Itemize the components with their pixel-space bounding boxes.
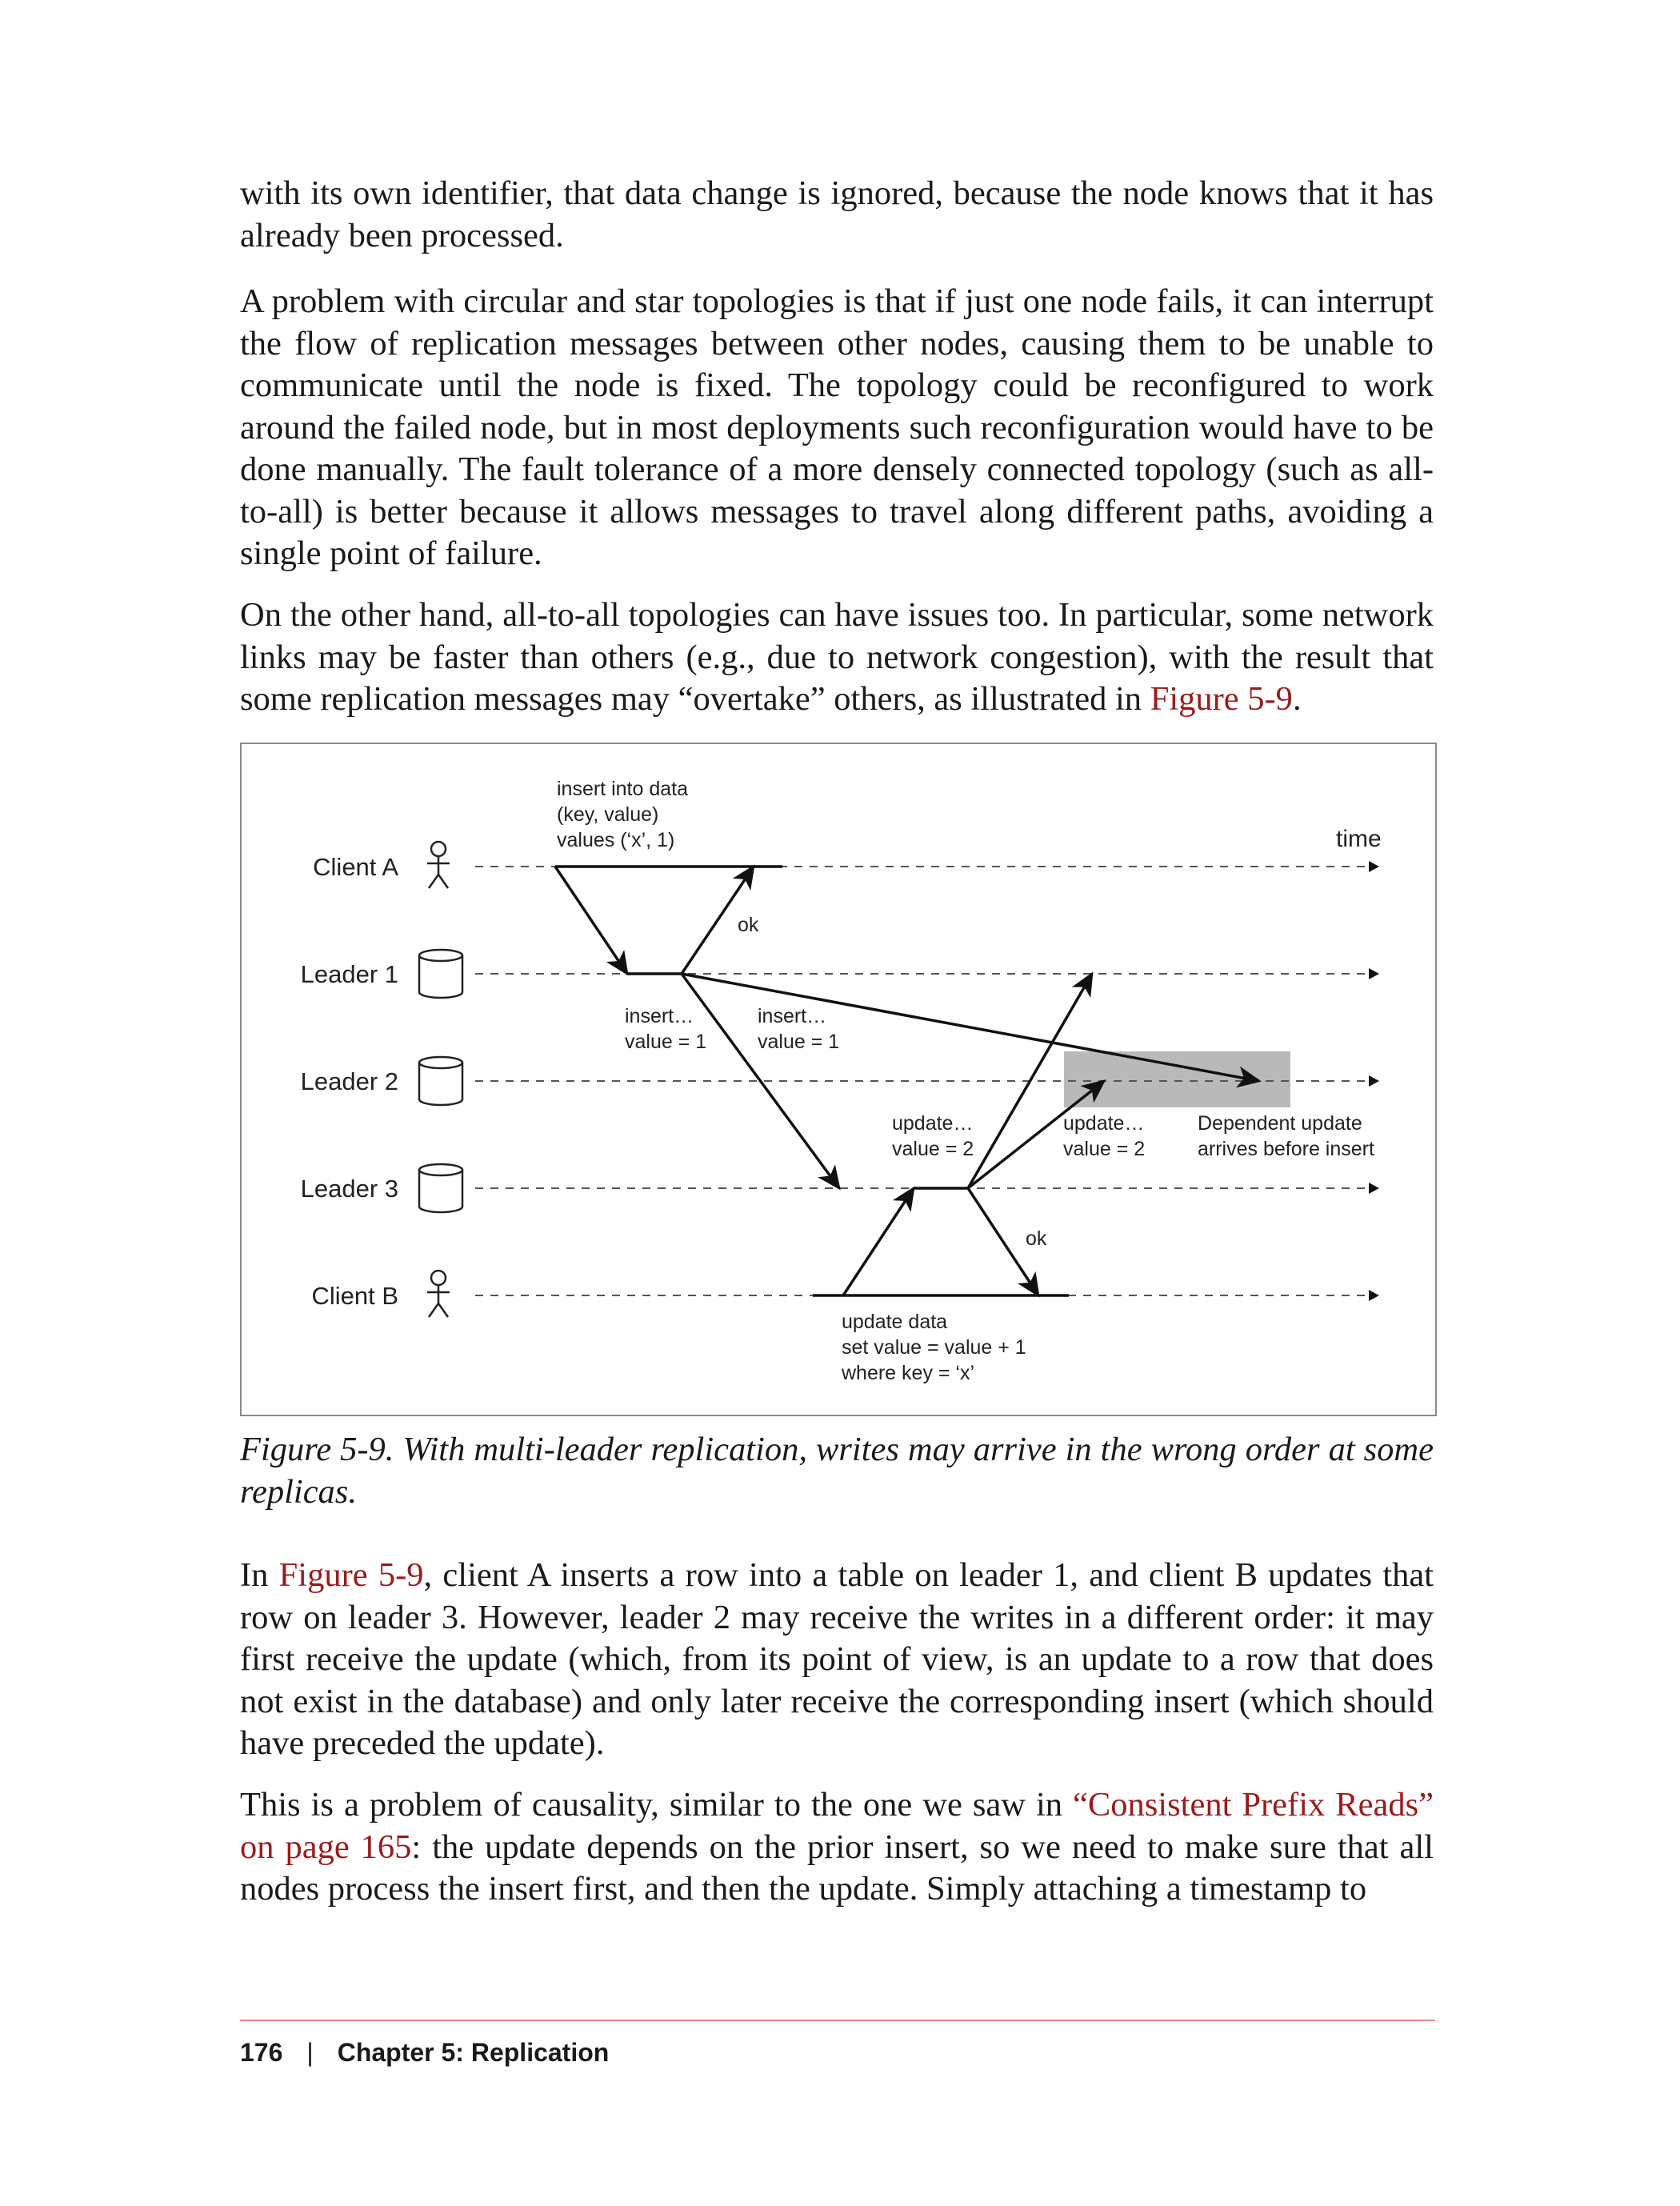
paragraph-text: , client A inserts a row into a table on leader 1, and client B updates that row on leader 3. However, leader 2 may receive the writes in a different order: it may first receive the update (which, from its point of view, is an update to a row that does not exist in the database) and only later receive the corresponding insert (which should have preceded the update).	[240, 1556, 1434, 1762]
client-b-person-icon	[427, 1271, 450, 1317]
insert-request-line: (key, value)	[557, 803, 659, 826]
paragraph-intro-continuation: with its own identifier, that data change is ignored, because the node knows that it has already been processed.	[240, 174, 1434, 254]
timeline-arrowhead	[1369, 861, 1379, 872]
leader-1-database-icon	[419, 950, 462, 998]
replication-diagram	[242, 744, 1435, 1415]
lane-label-client-a: Client A	[313, 853, 398, 881]
page-footer	[240, 2032, 609, 2072]
insert-message-label: insert…	[625, 1005, 694, 1027]
leader-3-database-icon	[419, 1164, 462, 1212]
paragraph-figure-explanation	[240, 1555, 1434, 1765]
figure-caption: Figure 5-9. With multi-leader replication, writes may arrive in the wrong order at some replicas.	[240, 1431, 1434, 1511]
lane-label-leader-1: Leader 1	[300, 960, 398, 988]
update-message-label: value = 2	[1063, 1138, 1146, 1160]
timeline-arrowhead	[1369, 968, 1379, 979]
update-message-label: update…	[892, 1112, 974, 1135]
arrow-insert-to-leader-1	[555, 867, 627, 974]
timeline-arrowhead	[1369, 1290, 1379, 1301]
arrow-insert-to-leader-2	[682, 974, 1259, 1081]
timeline-arrowhead	[1369, 1183, 1379, 1194]
ok-label-client-b: ok	[1026, 1227, 1047, 1250]
figure-5-9-link[interactable]: Figure 5-9	[1150, 680, 1293, 718]
insert-request-line: values (‘x’, 1)	[557, 829, 675, 851]
paragraph-topology-failure: A problem with circular and star topologies is that if just one node fails, it can interrupt the flow of replication messages between other nodes, causing them to be unable to communicate until the node is fixed. The topology could be reconfigured to work around the failed node, but in most deployments such reconfiguration would have to be done manually. The fault tolerance of a more densely connected topology (such as all-to-all) is better because it allows messages to travel along different paths, avoiding a single point of failure.	[240, 282, 1434, 572]
paragraph-all-to-all-issues	[240, 595, 1434, 721]
page-number: 176	[240, 2038, 283, 2067]
figure-5-9-diagram	[240, 743, 1437, 1416]
ok-label-client-a: ok	[738, 914, 759, 936]
paragraph-text: This is a problem of causality, similar to the one we saw in	[240, 1786, 1074, 1824]
insert-message-label: insert…	[758, 1005, 827, 1027]
paragraph-text: In	[240, 1556, 279, 1594]
update-request-line: where key = ‘x’	[842, 1362, 975, 1384]
timeline-arrowhead	[1369, 1075, 1379, 1087]
client-a-person-icon	[427, 842, 450, 888]
leader-2-database-icon	[419, 1057, 462, 1105]
insert-request-line: insert into data	[557, 778, 688, 800]
lane-label-leader-3: Leader 3	[300, 1175, 398, 1203]
arrow-update-to-leader-3	[843, 1188, 914, 1295]
paragraph-text: .	[1292, 680, 1302, 718]
time-label: time	[1336, 826, 1382, 852]
lane-label-leader-2: Leader 2	[300, 1067, 398, 1095]
footer-separator: |	[306, 2038, 314, 2067]
dependent-update-note: Dependent update	[1198, 1112, 1362, 1135]
paragraph-text: On the other hand, all-to-all topologies can have issues too. In particular, some network links may be faster than others (e.g., due to network congestion), with the result that some replication messages may “overtake” others, as illustrated in	[240, 596, 1434, 718]
figure-5-9-link[interactable]: Figure 5-9	[278, 1556, 424, 1594]
dependent-update-note: arrives before insert	[1198, 1138, 1374, 1160]
insert-message-label: value = 1	[758, 1031, 840, 1053]
lane-label-client-b: Client B	[311, 1282, 398, 1310]
insert-message-label: value = 1	[625, 1031, 707, 1053]
arrow-update-to-leader-2	[968, 1081, 1104, 1188]
footer-divider	[240, 2020, 1435, 2021]
consistent-prefix-reads-link[interactable]: “Consistent Prefix Reads” on page 165	[240, 1786, 1434, 1866]
paragraph-text: : the update depends on the prior insert, so we need to make sure that all nodes process the insert first, and then the update. Simply attaching a timestamp to	[240, 1828, 1434, 1908]
update-request-line: set value = value + 1	[842, 1336, 1026, 1359]
update-request-line: update data	[842, 1311, 948, 1333]
update-message-label: update…	[1063, 1112, 1145, 1135]
chapter-title: Chapter 5: Replication	[337, 2038, 610, 2067]
update-message-label: value = 2	[892, 1138, 974, 1160]
paragraph-causality	[240, 1784, 1434, 1911]
